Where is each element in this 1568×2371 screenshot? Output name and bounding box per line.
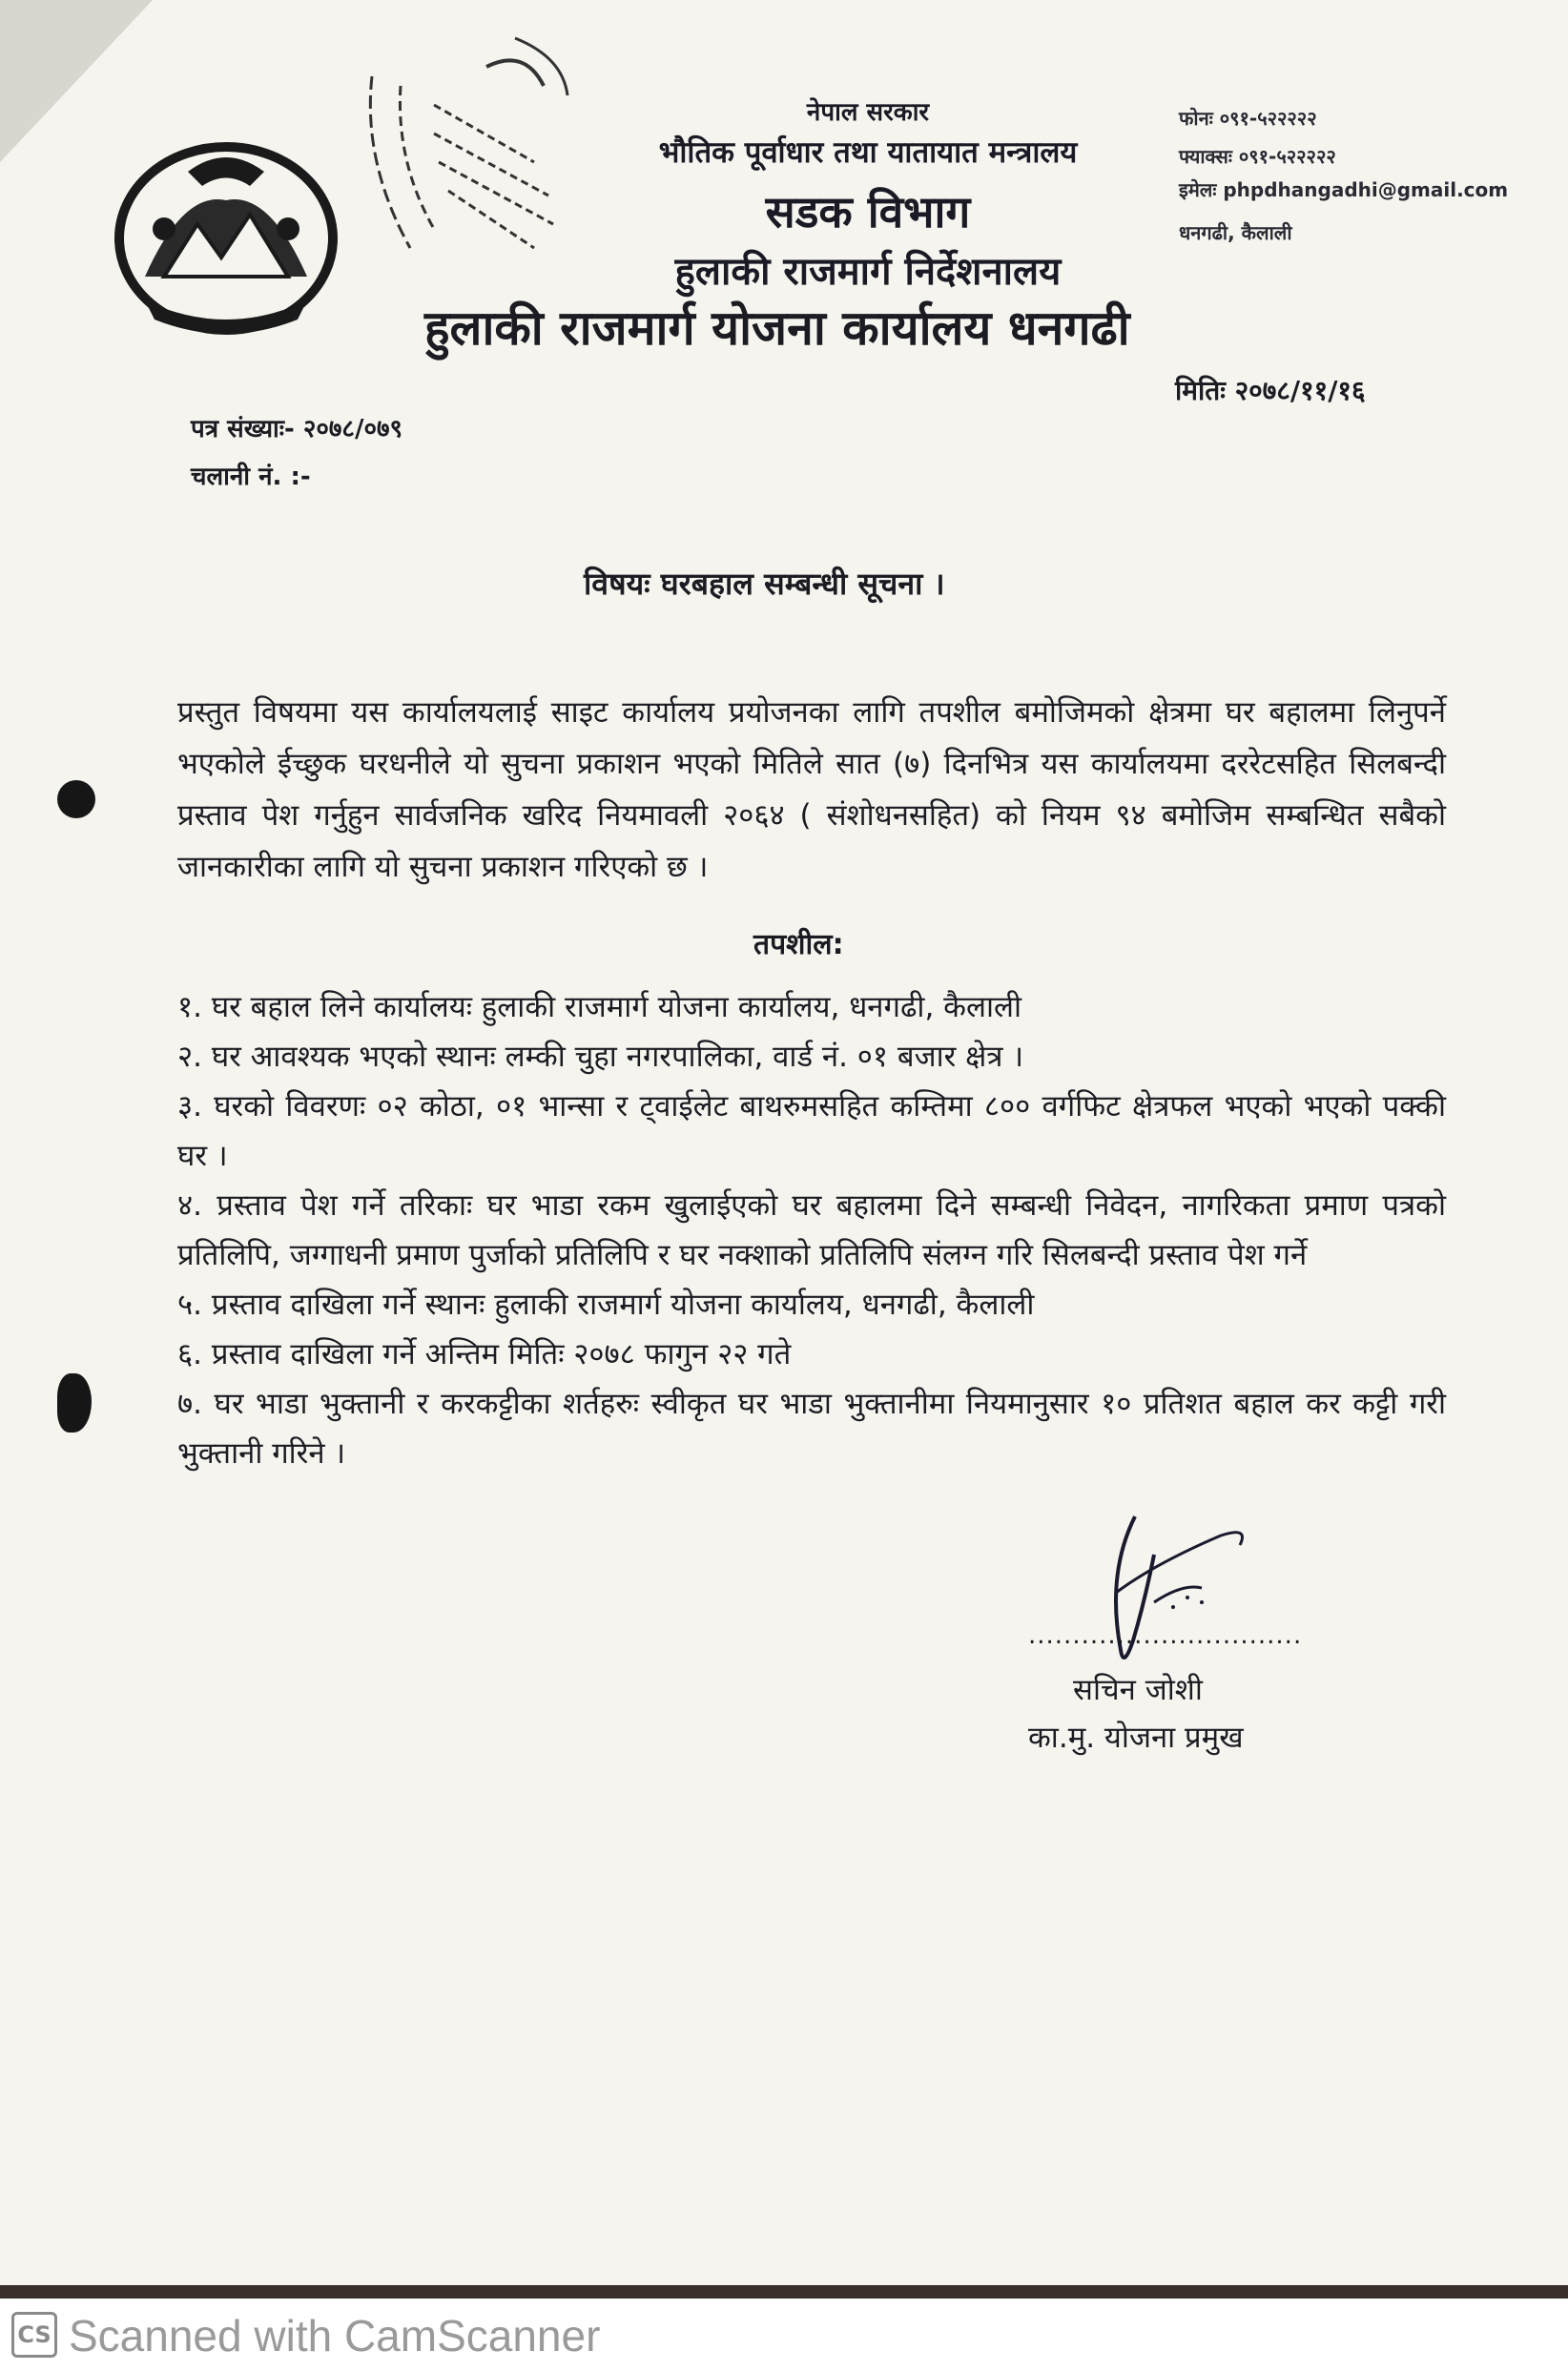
directorate-name: हुलाकी राजमार्ग निर्देशनालय — [674, 250, 1062, 294]
nepal-emblem-logo — [107, 134, 345, 343]
handwritten-signature — [1021, 1497, 1335, 1679]
list-item: ७. घर भाडा भुक्तानी र करकट्टीका शर्तहरुः स्वीकृत घर भाडा भुक्तानीमा नियमानुसार १० प्रतिशत बहाल कर कट्टी गरी भुक्तानी गरिने । — [177, 1387, 1446, 1471]
scan-edge — [0, 2285, 1568, 2299]
details-list — [177, 982, 1446, 1478]
list-item: ४. प्रस्ताव पेश गर्ने तरिकाः घर भाडा रकम खुलाईएको घर बहालमा दिने सम्बन्धी निवेदन, नागरिकता प्रमाण पत्रको प्रतिलिपि, जग्गाधनी प्रमाण पुर्जाको प्रतिलिपि र घर नक्शाको प्रतिलिपि संलग्न गरि सिलबन्दी प्रस्ताव पेश गर्ने — [177, 1188, 1446, 1272]
contact-email: इमेलः phpdhangadhi@gmail.com — [1179, 178, 1509, 201]
list-item: ६. प्रस्ताव दाखिला गर्ने अन्तिम मितिः २०७८ फागुन २२ गते — [177, 1337, 792, 1371]
list-item: ३. घरको विवरणः ०२ कोठा, ०१ भान्सा र ट्वाईलेट बाथरुमसहित कम्तिमा ८०० वर्गफिट क्षेत्रफल भएको भएको पक्की घर । — [177, 1089, 1446, 1173]
government-name: नेपाल सरकार — [806, 98, 930, 127]
punch-hole-top — [57, 780, 95, 818]
list-item: ५. प्रस्ताव दाखिला गर्ने स्थानः हुलाकी राजमार्ग योजना कार्यालय, धनगढी, कैलाली — [177, 1288, 1035, 1322]
signature-line: ............................... — [1028, 1621, 1303, 1650]
department-name: सडक विभाग — [765, 186, 971, 237]
letter-body: प्रस्तुत विषयमा यस कार्यालयलाई साइट कार्यालय प्रयोजनका लागि तपशील बमोजिमको क्षेत्रमा घर बहालमा लिनुपर्ने भएकोले ईच्छुक घरधनीले यो सुचना प्रकाशन भएको मितिले सात (७) दिनभित्र यस कार्यालयमा दररेटसहित सिलबन्दी प्रस्ताव पेश गर्नुहुन सार्वजनिक खरिद नियमावली २०६४ ( संशोधनसहित) को नियम ९४ बमोजिम सम्बन्धित सबैको जानकारीका लागि यो सुचना प्रकाशन गरिएको छ । — [177, 695, 1446, 884]
contact-phone: फोनः ०९१-५२२२२२ — [1179, 107, 1317, 130]
list-item: २. घर आवश्यक भएको स्थानः लम्की चुहा नगरपालिका, वार्ड नं. ०१ बजार क्षेत्र । — [177, 1040, 1024, 1074]
office-name: हुलाकी राजमार्ग योजना कार्यालय धनगढी — [424, 300, 1130, 356]
camscanner-label: Scanned with CamScanner — [69, 2311, 601, 2361]
camscanner-footer — [0, 2299, 1568, 2371]
contact-location: धनगढी, कैलाली — [1179, 221, 1292, 244]
contact-fax: फ्याक्सः ०९१-५२२२२२ — [1179, 145, 1336, 168]
signer-title: का.मु. योजना प्रमुख — [1028, 1721, 1244, 1755]
dispatch-number: चलानी नं. :- — [191, 463, 311, 491]
list-item: १. घर बहाल लिने कार्यालयः हुलाकी राजमार्ग योजना कार्यालय, धनगढी, कैलाली — [177, 990, 1022, 1024]
details-heading: तपशील: — [753, 928, 844, 961]
letter-date: मितिः २०७८/११/१६ — [1175, 375, 1366, 406]
reference-number: पत्र संख्याः- २०७८/०७९ — [191, 415, 403, 443]
camscanner-icon: CS — [11, 2312, 57, 2358]
ministry-name: भौतिक पूर्वाधार तथा यातायात मन्त्रालय — [658, 135, 1078, 170]
letter-subject: विषयः घरबहाल सम्बन्धी सूचना । — [584, 566, 945, 602]
signer-name: सचिन जोशी — [1073, 1673, 1203, 1707]
